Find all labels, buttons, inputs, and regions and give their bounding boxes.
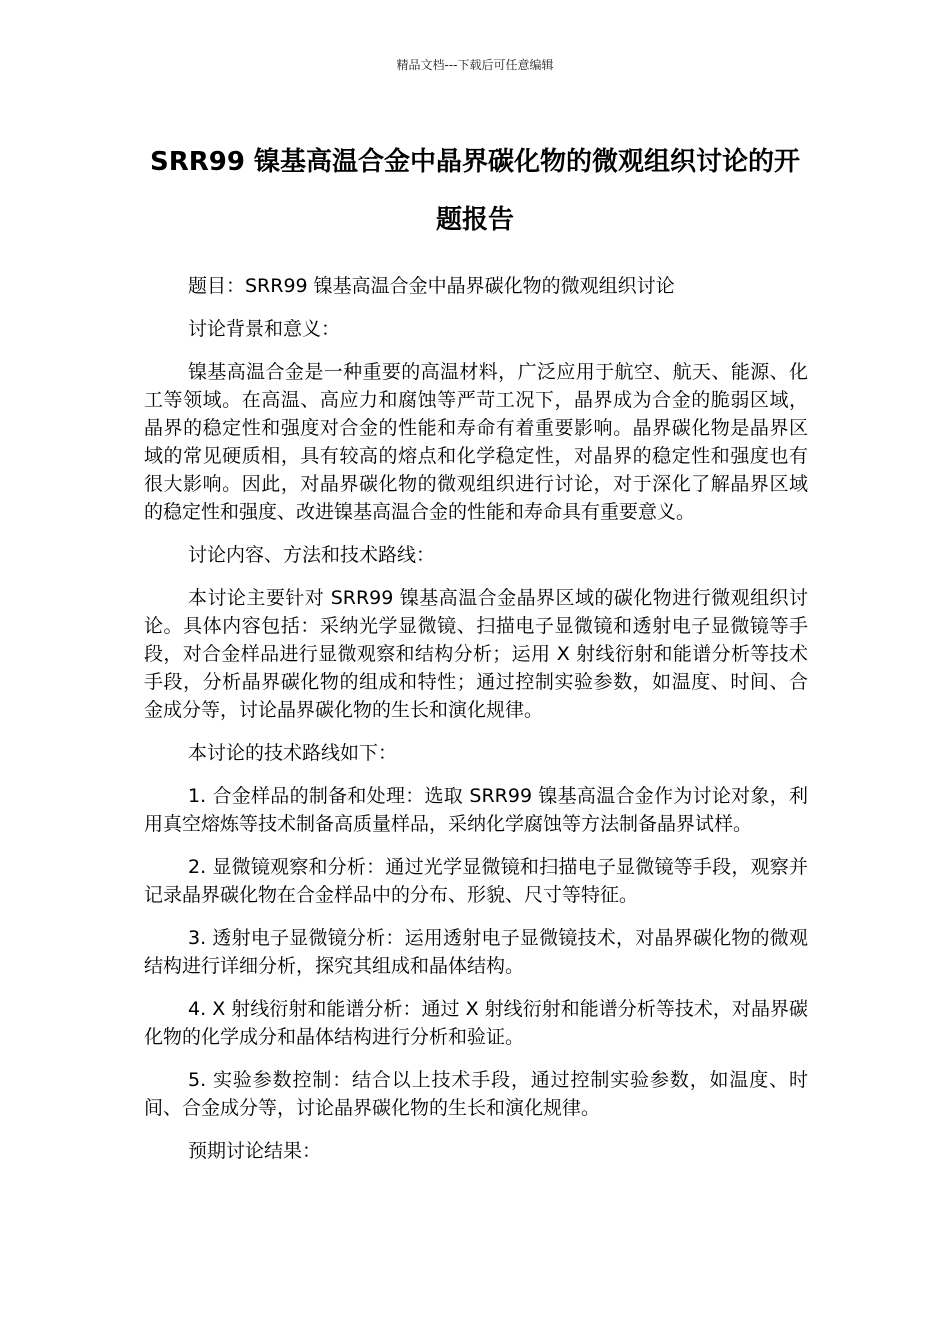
section-heading-methods: 讨论内容、方法和技术路线： bbox=[188, 544, 436, 566]
route-step-3: 3. 透射电子显微镜分析：运用透射电子显微镜技术，对晶界碳化物的微观结构进行详细分析，探究其组成和晶体结构。 bbox=[144, 927, 808, 977]
section-heading-background: 讨论背景和意义： bbox=[188, 318, 341, 340]
route-step-5: 5. 实验参数控制：结合以上技术手段，通过控制实验参数，如温度、时间、合金成分等，讨论晶界碳化物的生长和演化规律。 bbox=[144, 1069, 808, 1119]
page-header-note: 精品文档---下载后可任意编辑 bbox=[396, 58, 554, 72]
route-step-1: 1. 合金样品的制备和处理：选取 SRR99 镍基高温合金作为讨论对象，利用真空熔炼等技术制备高质量样品，采纳化学腐蚀等方法制备晶界试样。 bbox=[144, 785, 808, 835]
section-heading-expected-results: 预期讨论结果： bbox=[188, 1140, 322, 1162]
route-step-4: 4. X 射线衍射和能谱分析：通过 X 射线衍射和能谱分析等技术，对晶界碳化物的化学成分和晶体结构进行分析和验证。 bbox=[144, 998, 808, 1048]
route-step-2: 2. 显微镜观察和分析：通过光学显微镜和扫描电子显微镜等手段，观察并记录晶界碳化物在合金样品中的分布、形貌、尺寸等特征。 bbox=[144, 856, 808, 906]
methods-paragraph: 本讨论主要针对 SRR99 镍基高温合金晶界区域的碳化物进行微观组织讨论。具体内容包括：采纳光学显微镜、扫描电子显微镜和透射电子显微镜等手段，对合金样品进行显微观察和结构分析；运用 X 射线衍射和能谱分析等技术手段，分析晶界碳化物的组成和特性；通过控制实验参数，如温度、时间、合金成分等，讨论晶界碳化物的生长和演化规律。 bbox=[144, 587, 808, 721]
route-intro: 本讨论的技术路线如下： bbox=[188, 742, 398, 764]
background-paragraph: 镍基高温合金是一种重要的高温材料，广泛应用于航空、航天、能源、化工等领域。在高温、高应力和腐蚀等严苛工况下，晶界成为合金的脆弱区域，晶界的稳定性和强度对合金的性能和寿命有着重要影响。晶界碳化物是晶界区域的常见硬质相，具有较高的熔点和化学稳定性，对晶界的稳定性和强度也有很大影响。因此，对晶界碳化物的微观组织进行讨论，对于深化了解晶界区域的稳定性和强度、改进镍基高温合金的性能和寿命具有重要意义。 bbox=[144, 361, 808, 523]
topic-line: 题目：SRR99 镍基高温合金中晶界碳化物的微观组织讨论 bbox=[188, 275, 675, 297]
document-body bbox=[144, 272, 808, 1180]
document-title: SRR99 镍基高温合金中晶界碳化物的微观组织讨论的开题报告 bbox=[149, 147, 800, 235]
